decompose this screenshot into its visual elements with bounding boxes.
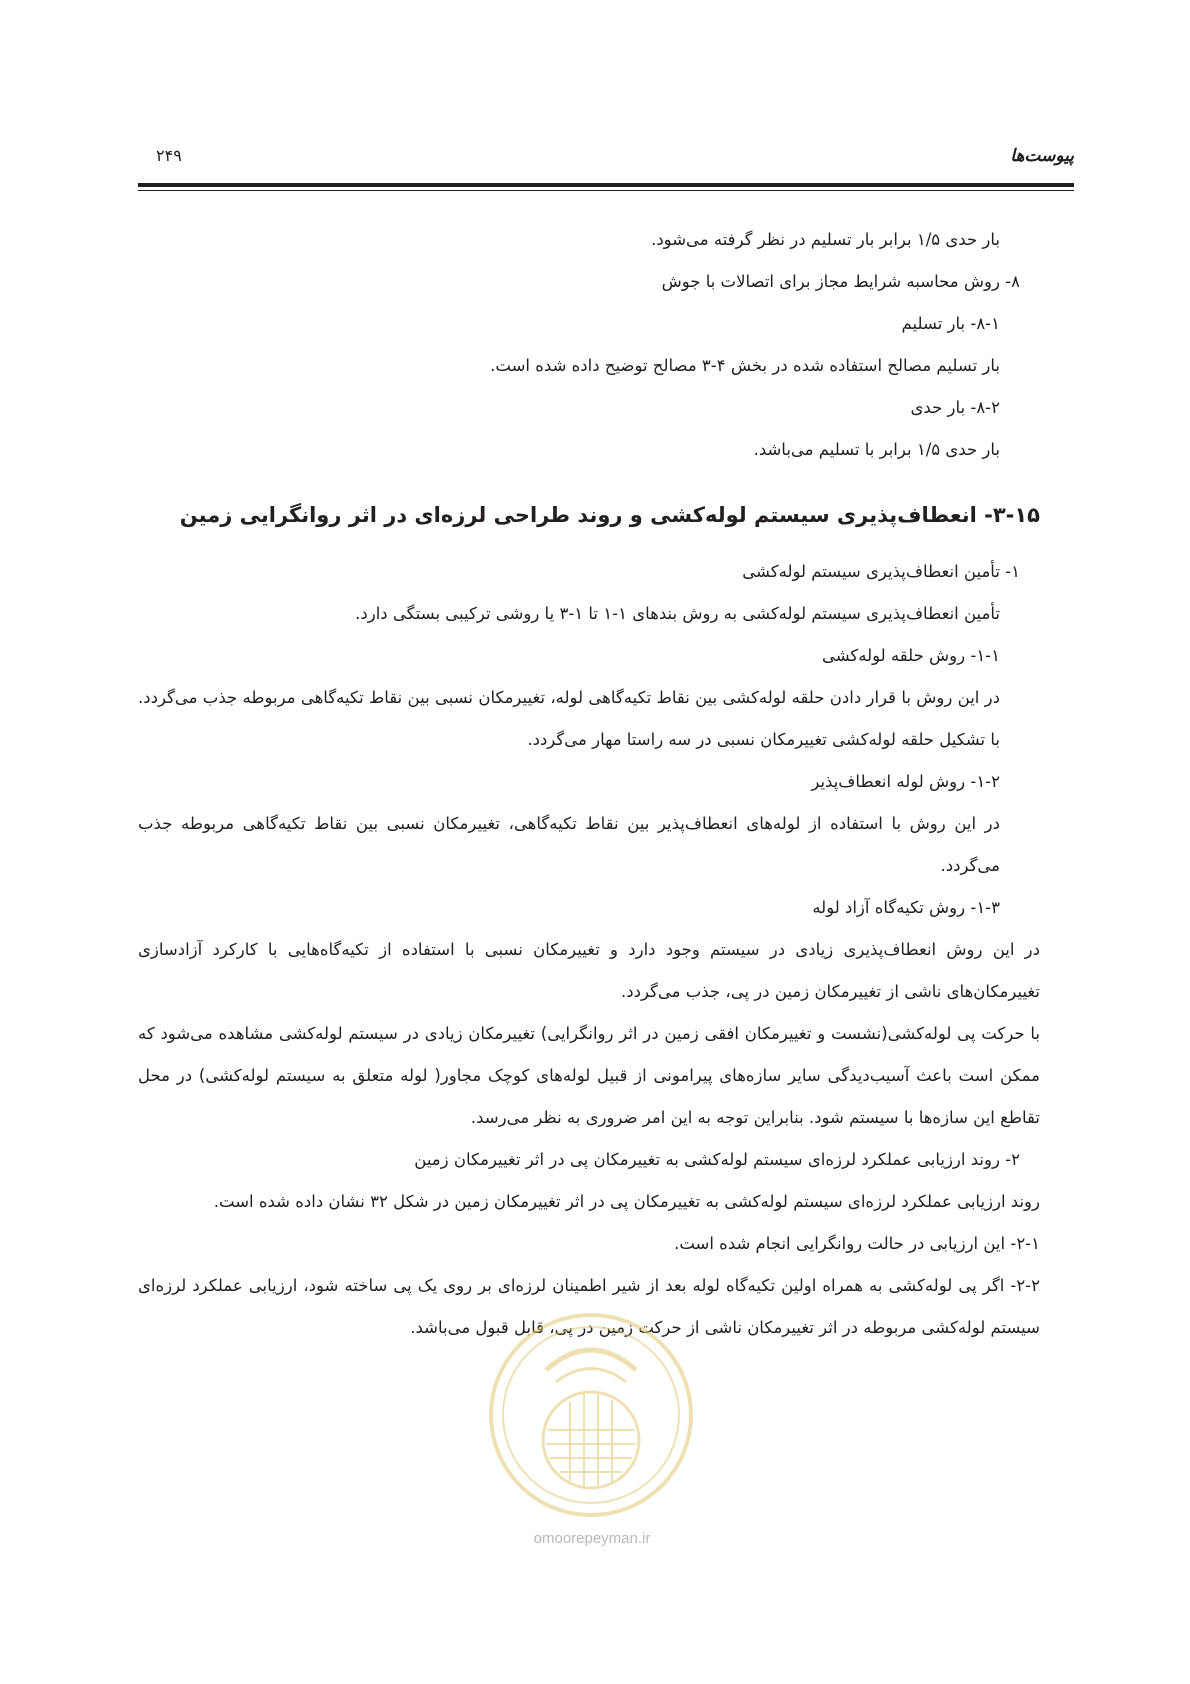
header-rule-thick [138, 183, 1074, 187]
body-paragraph: بار تسلیم مصالح استفاده شده در بخش ۴-۳ مصالح توضیح داده شده است. [490, 356, 1000, 375]
body-paragraph: تأمین انعطاف‌پذیری سیستم لوله‌کشی به روش بندهای ۱-۱ تا ۱-۳ یا روشی ترکیبی بستگی دارد. [355, 604, 1000, 623]
body-paragraph: روند ارزیابی عملکرد لرزه‌ای سیستم لوله‌کشی به تغییرمکان پی در اثر تغییرمکان زمین در شکل ۳۲ نشان داده شده است. [213, 1192, 1040, 1211]
numbered-item-1: ۱- تأمین انعطاف‌پذیری سیستم لوله‌کشی [742, 562, 1020, 581]
body-paragraph: در این روش با قرار دادن حلقه لوله‌کشی بین نقاط تکیه‌گاهی لوله، تغییرمکان نسبی بین نقاط تکیه‌گاهی مربوطه جذب می‌گردد. با تشکیل حلقه لوله‌کشی تغییرمکان نسبی در سه راستا مهار می‌گردد. [138, 688, 1000, 749]
running-header-title: پیوست‌ها [1010, 146, 1074, 166]
header-rule-thin [138, 190, 1074, 191]
page-header [138, 138, 1074, 184]
body-paragraph: بار حدی ۱/۵ برابر بار تسلیم در نظر گرفته می‌شود. [651, 230, 1000, 249]
subitem-1-1: ۱-۱- روش حلقه لوله‌کشی [821, 646, 1000, 665]
body-paragraph: در این روش با استفاده از لوله‌های انعطاف‌پذیر بین نقاط تکیه‌گاهی، تغییرمکان نسبی بین نقاط تکیه‌گاهی مربوطه جذب می‌گردد. [138, 814, 1000, 875]
page-body [138, 219, 1040, 1349]
section-heading: ۳-۱۵- انعطاف‌پذیری سیستم لوله‌کشی و روند طراحی لرزه‌ای در اثر روانگرایی زمین [179, 503, 1040, 527]
body-paragraph: بار حدی ۱/۵ برابر با تسلیم می‌باشد. [753, 440, 1000, 459]
body-paragraph: در این روش انعطاف‌پذیری زیادی در سیستم وجود دارد و تغییرمکان نسبی با استفاده از تکیه‌گاه‌هایی با کارکرد آزادسازی تغییرمکان‌های ناشی از تغییرمکان زمین در پی، جذب می‌گردد. [138, 940, 1040, 1001]
subitem-8-1: ۸-۱- بار تسلیم [901, 314, 1000, 333]
numbered-item-8: ۸- روش محاسبه شرایط مجاز برای اتصالات با جوش [661, 272, 1020, 291]
subitem-8-2: ۸-۲- بار حدی [910, 398, 1000, 417]
watermark-url: omoorepeyman.ir [533, 1530, 651, 1547]
subitem-2-1: ۲-۱- این ارزیابی در حالت روانگرایی انجام شده است. [674, 1234, 1040, 1253]
page-number: ۲۴۹ [156, 146, 182, 165]
subitem-2-2: ۲-۲- اگر پی لوله‌کشی به همراه اولین تکیه‌گاه لوله بعد از شیر اطمینان لرزه‌ای بر روی یک پی ساخته شود، ارزیابی عملکرد لرزه‌ای سیستم لوله‌کشی مربوطه در اثر تغییرمکان ناشی از حرکت زمین در پی، قابل قبول می‌باشد. [138, 1276, 1040, 1337]
numbered-item-2: ۲- روند ارزیابی عملکرد لرزه‌ای سیستم لوله‌کشی به تغییرمکان پی در اثر تغییرمکان زمین [414, 1150, 1020, 1169]
subitem-1-3: ۱-۳- روش تکیه‌گاه آزاد لوله [812, 898, 1000, 917]
subitem-1-2: ۱-۲- روش لوله انعطاف‌پذیر [811, 772, 1000, 791]
body-paragraph: با حرکت پی لوله‌کشی(نشست و تغییرمکان افقی زمین در اثر روانگرایی) تغییرمکان زیادی در سیستم لوله‌کشی مشاهده می‌شود که ممکن است باعث آسیب‌دیدگی سایر سازه‌های پیرامونی از قبیل لوله‌های کوچک مجاور( لوله متعلق به سیستم لوله‌کشی) در محل تقاطع این سازه‌ها با سیستم شود. بنابراین توجه به این امر ضروری به نظر می‌رسد. [138, 1024, 1040, 1127]
